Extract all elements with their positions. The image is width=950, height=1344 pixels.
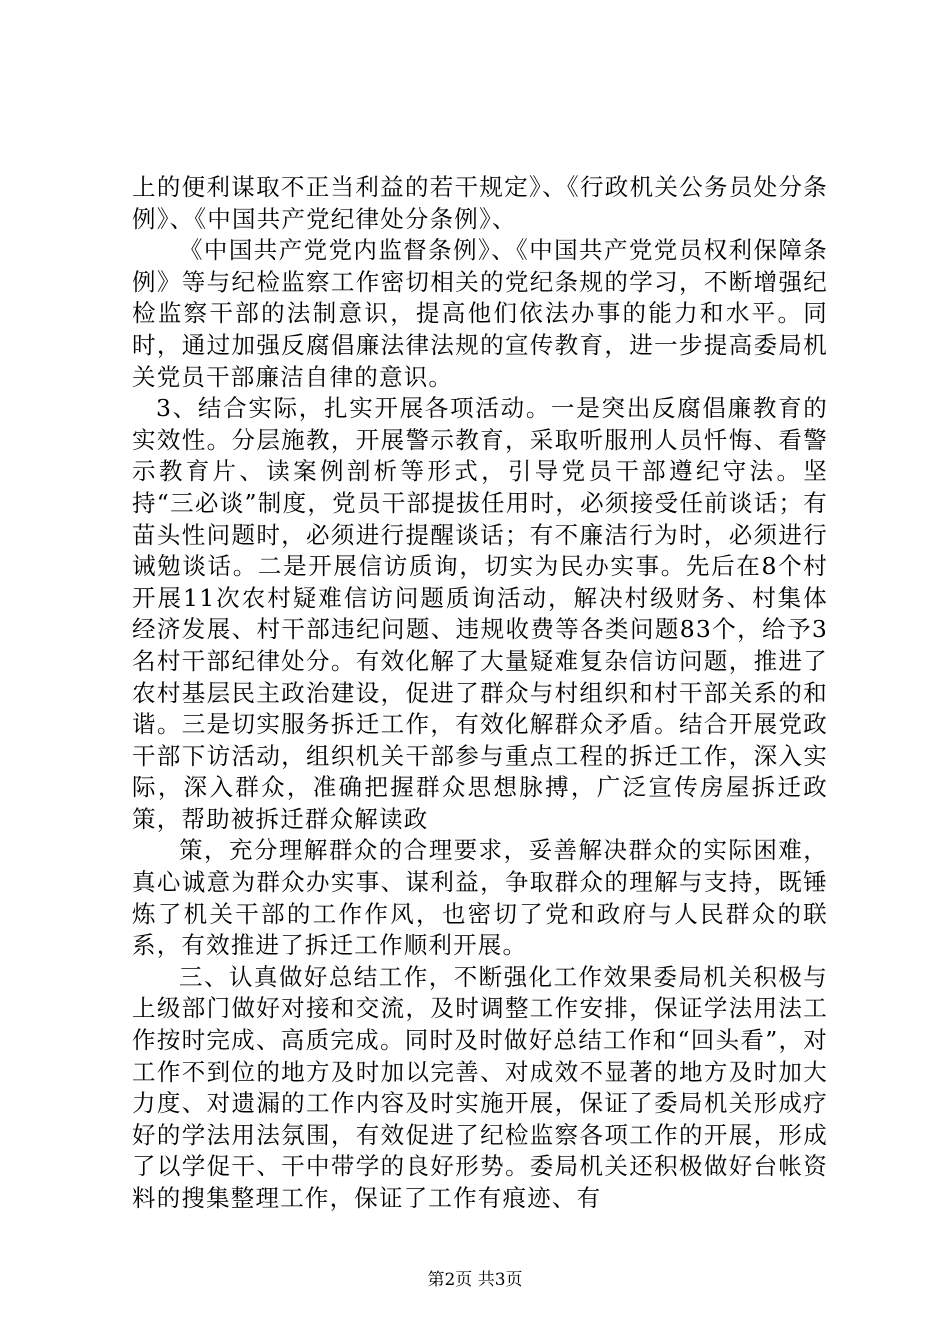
paragraph-activities: 3、结合实际，扎实开展各项活动。一是突出反腐倡廉教育的实效性。分层施教，开展警示教育，采取听服刑人员忏悔、看警示教育片、读案例剖析等形式，引导党员干部遵纪守法。坚持“三必谈”制度，党员干部提拔任用时，必须接受任前谈话；有苗头性问题时，必须进行提醒谈话；有不廉洁行为时，必须进行诫勉谈话。二是开展信访质询，切实为民办实事。先后在8个村开展11次农村疑难信访问题质询活动，解决村级财务、村集体经济发展、村干部违纪问题、违规收费等各类问题83个，给予3名村干部纪律处分。有效化解了大量疑难复杂信访问题，推进了农村基层民主政治建设，促进了群众与村组织和村干部关系的和谐。三是切实服务拆迁工作，有效化解群众矛盾。结合开展党政干部下访活动，组织机关干部参与重点工程的拆迁工作，深入实际，深入群众，准确把握群众思想脉搏，广泛宣传房屋拆迁政策，帮助被拆迁群众解读政 <box>132 394 828 833</box>
page-number: 第2页 共3页 <box>427 1270 523 1290</box>
paragraph-regulations-continued: 上的便利谋取不正当利益的若干规定》、《行政机关公务员处分条例》、《中国共产党纪律处分条例》、 <box>132 173 828 233</box>
document-body <box>132 172 828 1215</box>
paragraph-relocation-policy: 策，充分理解群众的合理要求，妥善解决群众的实际困难，真心诚意为群众办实事、谋利益，争取群众的理解与支持，既锤炼了机关干部的工作作风，也密切了党和政府与人民群众的联系，有效推进了拆迁工作顺利开展。 <box>132 836 828 960</box>
paragraph-regulations-study: 《中国共产党党内监督条例》、《中国共产党党员权利保障条例》等与纪检监察工作密切相关的党纪条规的学习，不断增强纪检监察干部的法制意识，提高他们依法办事的能力和水平。同时，通过加强反腐倡廉法律法规的宣传教育，进一步提高委局机关党员干部廉洁自律的意识。 <box>132 236 828 391</box>
paragraph-summary-work: 三、认真做好总结工作，不断强化工作效果委局机关积极与上级部门做好对接和交流，及时调整工作安排，保证学法用法工作按时完成、高质完成。同时及时做好总结工作和“回头看”，对工作不到位的地方及时加以完善、对成效不显著的地方及时加大力度、对遗漏的工作内容及时实施开展，保证了委局机关形成疗好的学法用法氛围，有效促进了纪检监察各项工作的开展，形成了以学促干、干中带学的良好形势。委局机关还积极做好台帐资料的搜集整理工作，保证了工作有痕迹、有 <box>132 962 828 1212</box>
